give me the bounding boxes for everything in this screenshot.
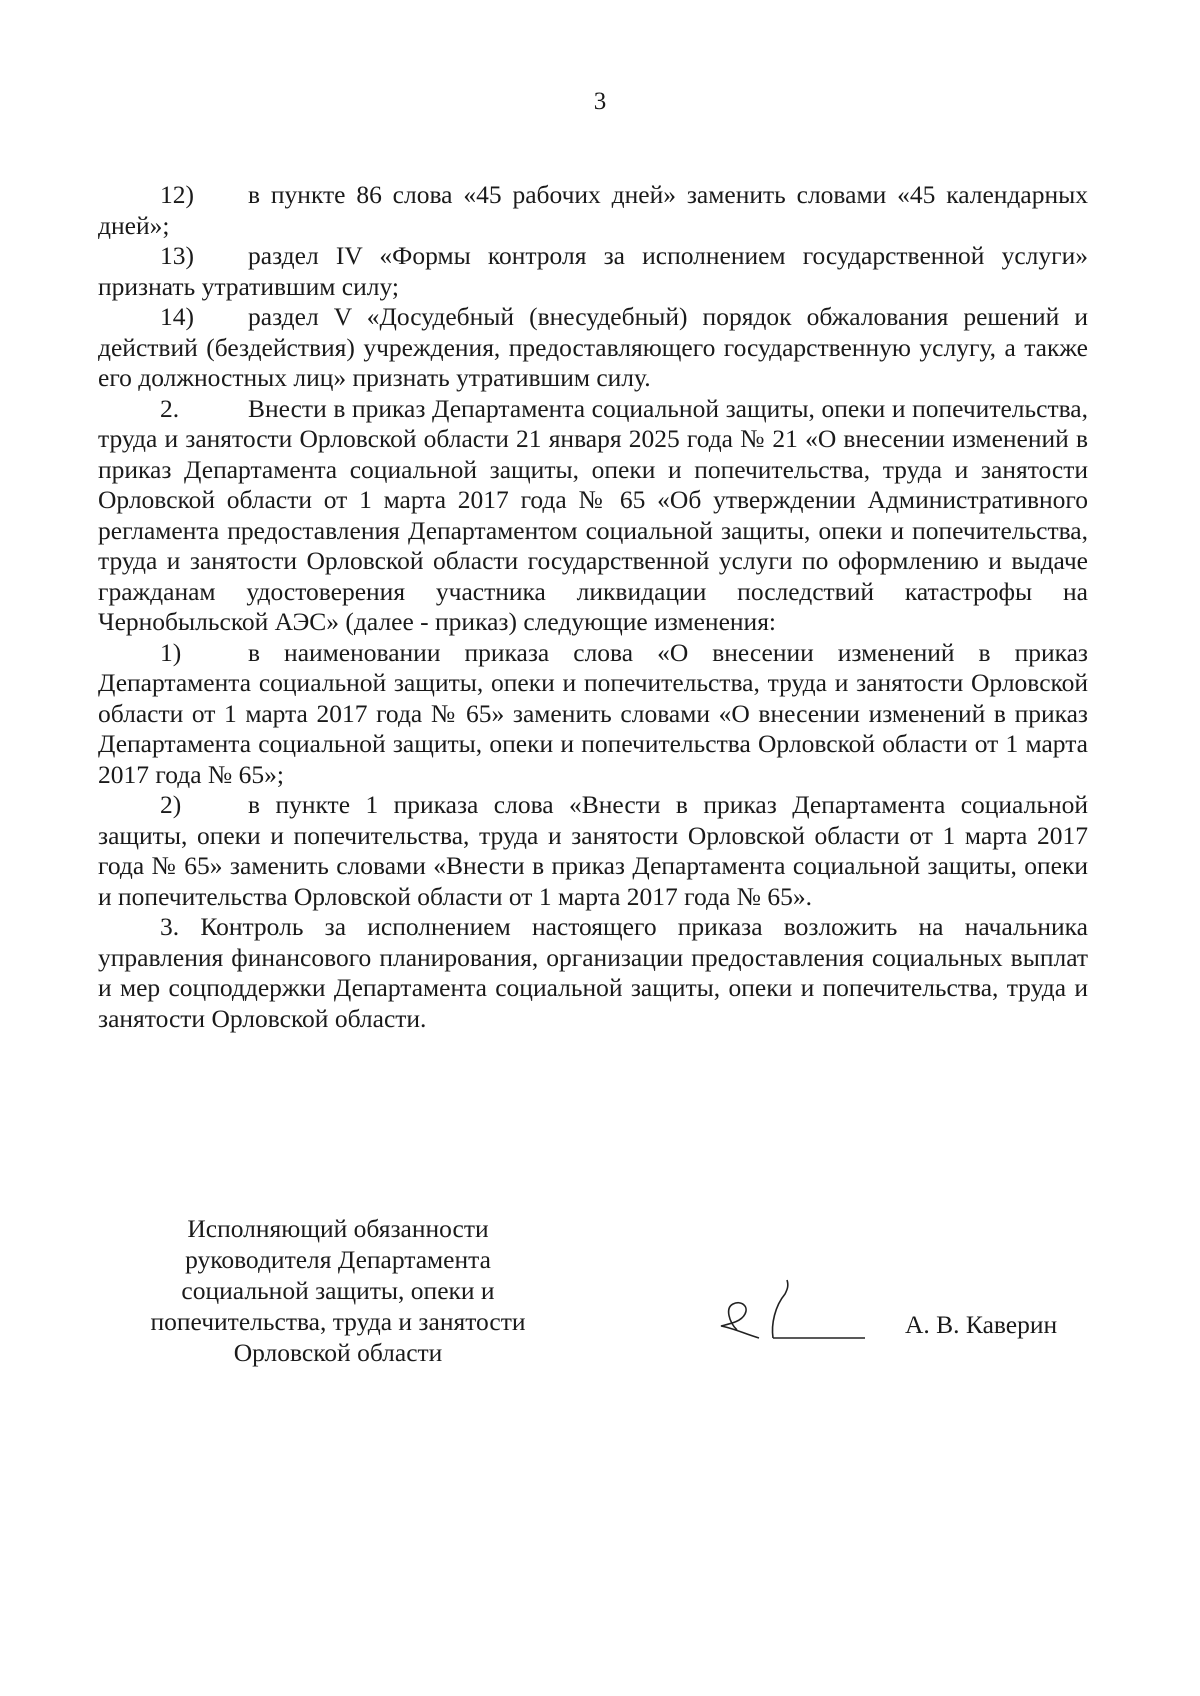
item-number: 2) [160, 790, 182, 819]
item-text: раздел V «Досудебный (внесудебный) порядок обжалования решений и действий (бездействия) учреждения, предоставляющего государственную услугу, а также его должностных лиц» признать утратившим силу. [98, 302, 1088, 392]
paragraph-section-2 [98, 394, 1088, 638]
item-text: раздел IV «Формы контроля за исполнением государственной услуги» признать утратившим силу; [98, 241, 1088, 301]
paragraph-subitem-2 [98, 790, 1088, 912]
paragraph-item-12 [98, 180, 1088, 241]
item-number: 2. [160, 393, 180, 423]
signatory-position [128, 1213, 548, 1368]
item-text: 3. Контроль за исполнением настоящего приказа возложить на начальника управления финансового планирования, организации предоставления социальных выплат и мер соцподдержки Департамента социальной защиты, опеки и попечительства, труда и занятости Орловской области. [98, 912, 1088, 1033]
item-text: в наименовании приказа слова «О внесении изменений в приказ Департамента социальной защиты, опеки и попечительства, труда и занятости Орловской области от 1 марта 2017 года № 65» заменить словами «О внесении изменений в приказ Департамента социальной защиты, опеки и попечительства Орловской области от 1 марта 2017 года № 65»; [98, 637, 1088, 789]
document-body [98, 180, 1088, 1034]
handwritten-signature [715, 1272, 865, 1342]
item-number: 1) [160, 637, 182, 667]
paragraph-subitem-1 [98, 638, 1088, 791]
item-text: Внести в приказ Департамента социальной защиты, опеки и попечительства, труда и занятости Орловской области 21 января 2025 года № 21 «О внесении изменений в приказ Департамента социальной защиты, опеки и попечительства, труда и занятости Орловской области от 1 марта 2017 года № 65 «Об утверждении Административного регламента предоставления Департаментом социальной защиты, опеки и попечительства, труда и занятости Орловской области государственной услуги по оформлению и выдаче гражданам удостоверения участника ликвидации последствий катастрофы на Чернобыльской АЭС» (далее - приказ) следующие изменения: [98, 393, 1088, 636]
position-line: попечительства, труда и занятости [150, 1307, 526, 1336]
paragraph-item-14 [98, 302, 1088, 394]
item-number: 13) [160, 241, 194, 270]
item-number: 14) [160, 302, 194, 331]
item-number: 12) [160, 180, 194, 209]
position-line: руководителя Департамента [185, 1245, 491, 1274]
position-line: социальной защиты, опеки и [181, 1276, 495, 1305]
position-line: Исполняющий обязанности [187, 1214, 489, 1243]
paragraph-section-3 [98, 912, 1088, 1034]
signer-name: А. В. Каверин [905, 1310, 1058, 1339]
item-text: в пункте 86 слова «45 рабочих дней» заменить словами «45 календарных дней»; [98, 180, 1088, 240]
position-line: Орловской области [233, 1338, 443, 1367]
item-text: в пункте 1 приказа слова «Внести в приказ Департамента социальной защиты, опеки и попечительства, труда и занятости Орловской области от 1 марта 2017 года № 65» заменить словами «Внести в приказ Департамента социальной защиты, опеки и попечительства Орловской области от 1 марта 2017 года № 65». [98, 790, 1088, 911]
page-number: 3 [593, 88, 607, 115]
paragraph-item-13 [98, 241, 1088, 302]
